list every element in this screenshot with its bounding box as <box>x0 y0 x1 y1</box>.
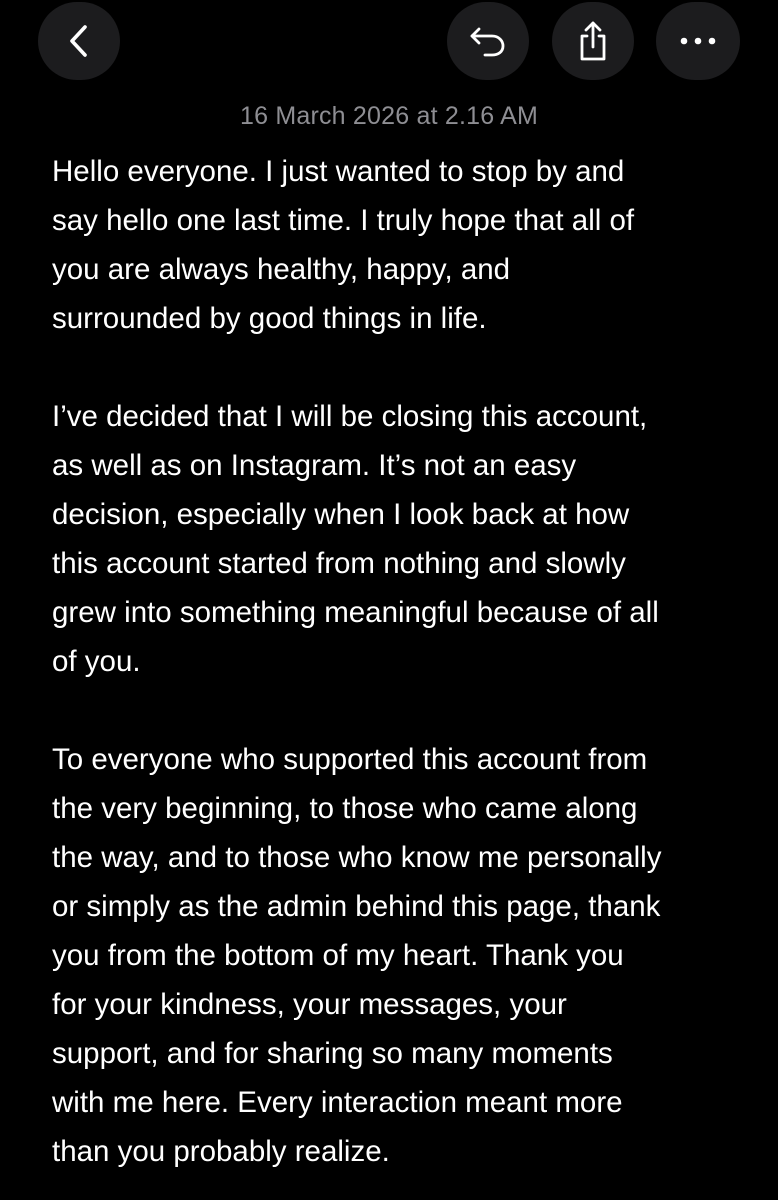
note-line: than you probably realize. <box>52 1135 390 1168</box>
share-icon <box>575 20 611 62</box>
chevron-left-icon <box>66 23 92 59</box>
share-button[interactable] <box>552 2 634 80</box>
note-line: with me here. Every interaction meant more <box>52 1086 623 1119</box>
note-line: I’ve decided that I will be closing this account, <box>52 400 648 433</box>
note-paragraph-3 <box>52 735 742 1176</box>
note-line: decision, especially when I look back at how <box>52 498 630 531</box>
more-options-button[interactable] <box>656 2 740 80</box>
note-body[interactable] <box>52 147 742 1176</box>
note-line: you from the bottom of my heart. Thank you <box>52 939 624 972</box>
undo-arrow-icon <box>468 23 508 59</box>
note-line: surrounded by good things in life. <box>52 302 487 335</box>
note-line: say hello one last time. I truly hope that all of <box>52 204 635 237</box>
note-paragraph-2 <box>52 392 742 686</box>
undo-button[interactable] <box>447 2 529 80</box>
note-line: as well as on Instagram. It’s not an easy <box>52 449 577 482</box>
note-line: To everyone who supported this account from <box>52 743 648 776</box>
note-line: this account started from nothing and slowly <box>52 547 626 580</box>
note-line: Hello everyone. I just wanted to stop by and <box>52 155 625 188</box>
note-line: support, and for sharing so many moments <box>52 1037 613 1070</box>
note-line: the way, and to those who know me personally <box>52 841 662 874</box>
note-line: or simply as the admin behind this page, thank <box>52 890 661 923</box>
note-line: for your kindness, your messages, your <box>52 988 567 1021</box>
note-line: grew into something meaningful because of all <box>52 596 659 629</box>
note-line: of you. <box>52 645 141 678</box>
note-line: you are always healthy, happy, and <box>52 253 511 286</box>
note-line: the very beginning, to those who came along <box>52 792 638 825</box>
back-button[interactable] <box>38 2 120 80</box>
note-timestamp: 16 March 2026 at 2.16 AM <box>239 102 539 130</box>
note-paragraph-1 <box>52 147 742 343</box>
ellipsis-icon <box>678 36 718 46</box>
